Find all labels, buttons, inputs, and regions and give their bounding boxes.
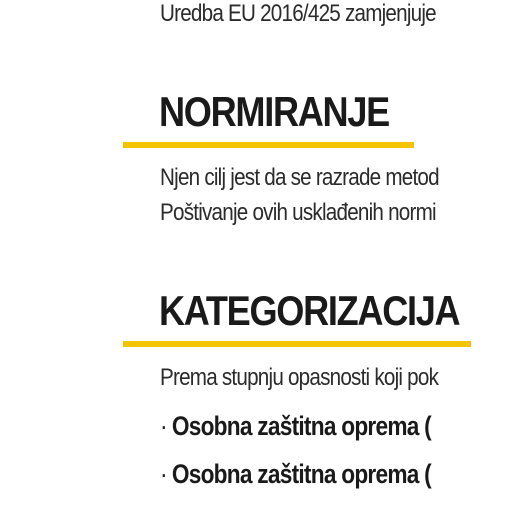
paragraph-line: Poštivanje ovih usklađenih normi (160, 199, 436, 226)
list-item (160, 459, 431, 490)
bullet-dot: · (160, 411, 167, 441)
intro-text: Uredba EU 2016/425 zamjenjuje (160, 0, 436, 27)
heading-underline (123, 142, 414, 148)
bullet-dot: · (160, 459, 167, 489)
list-item (160, 411, 431, 442)
list-item-text: Osobna zaštitna oprema ( (171, 459, 431, 489)
paragraph-line: Prema stupnju opasnosti koji pok (160, 364, 439, 391)
paragraph-line: Njen cilj jest da se razrade metod (160, 164, 439, 191)
section-heading-normiranje: NORMIRANJE (159, 88, 389, 135)
section-heading-kategorizacija: KATEGORIZACIJA (159, 287, 460, 334)
list-item-text: Osobna zaštitna oprema ( (171, 411, 431, 441)
heading-underline (123, 341, 471, 347)
